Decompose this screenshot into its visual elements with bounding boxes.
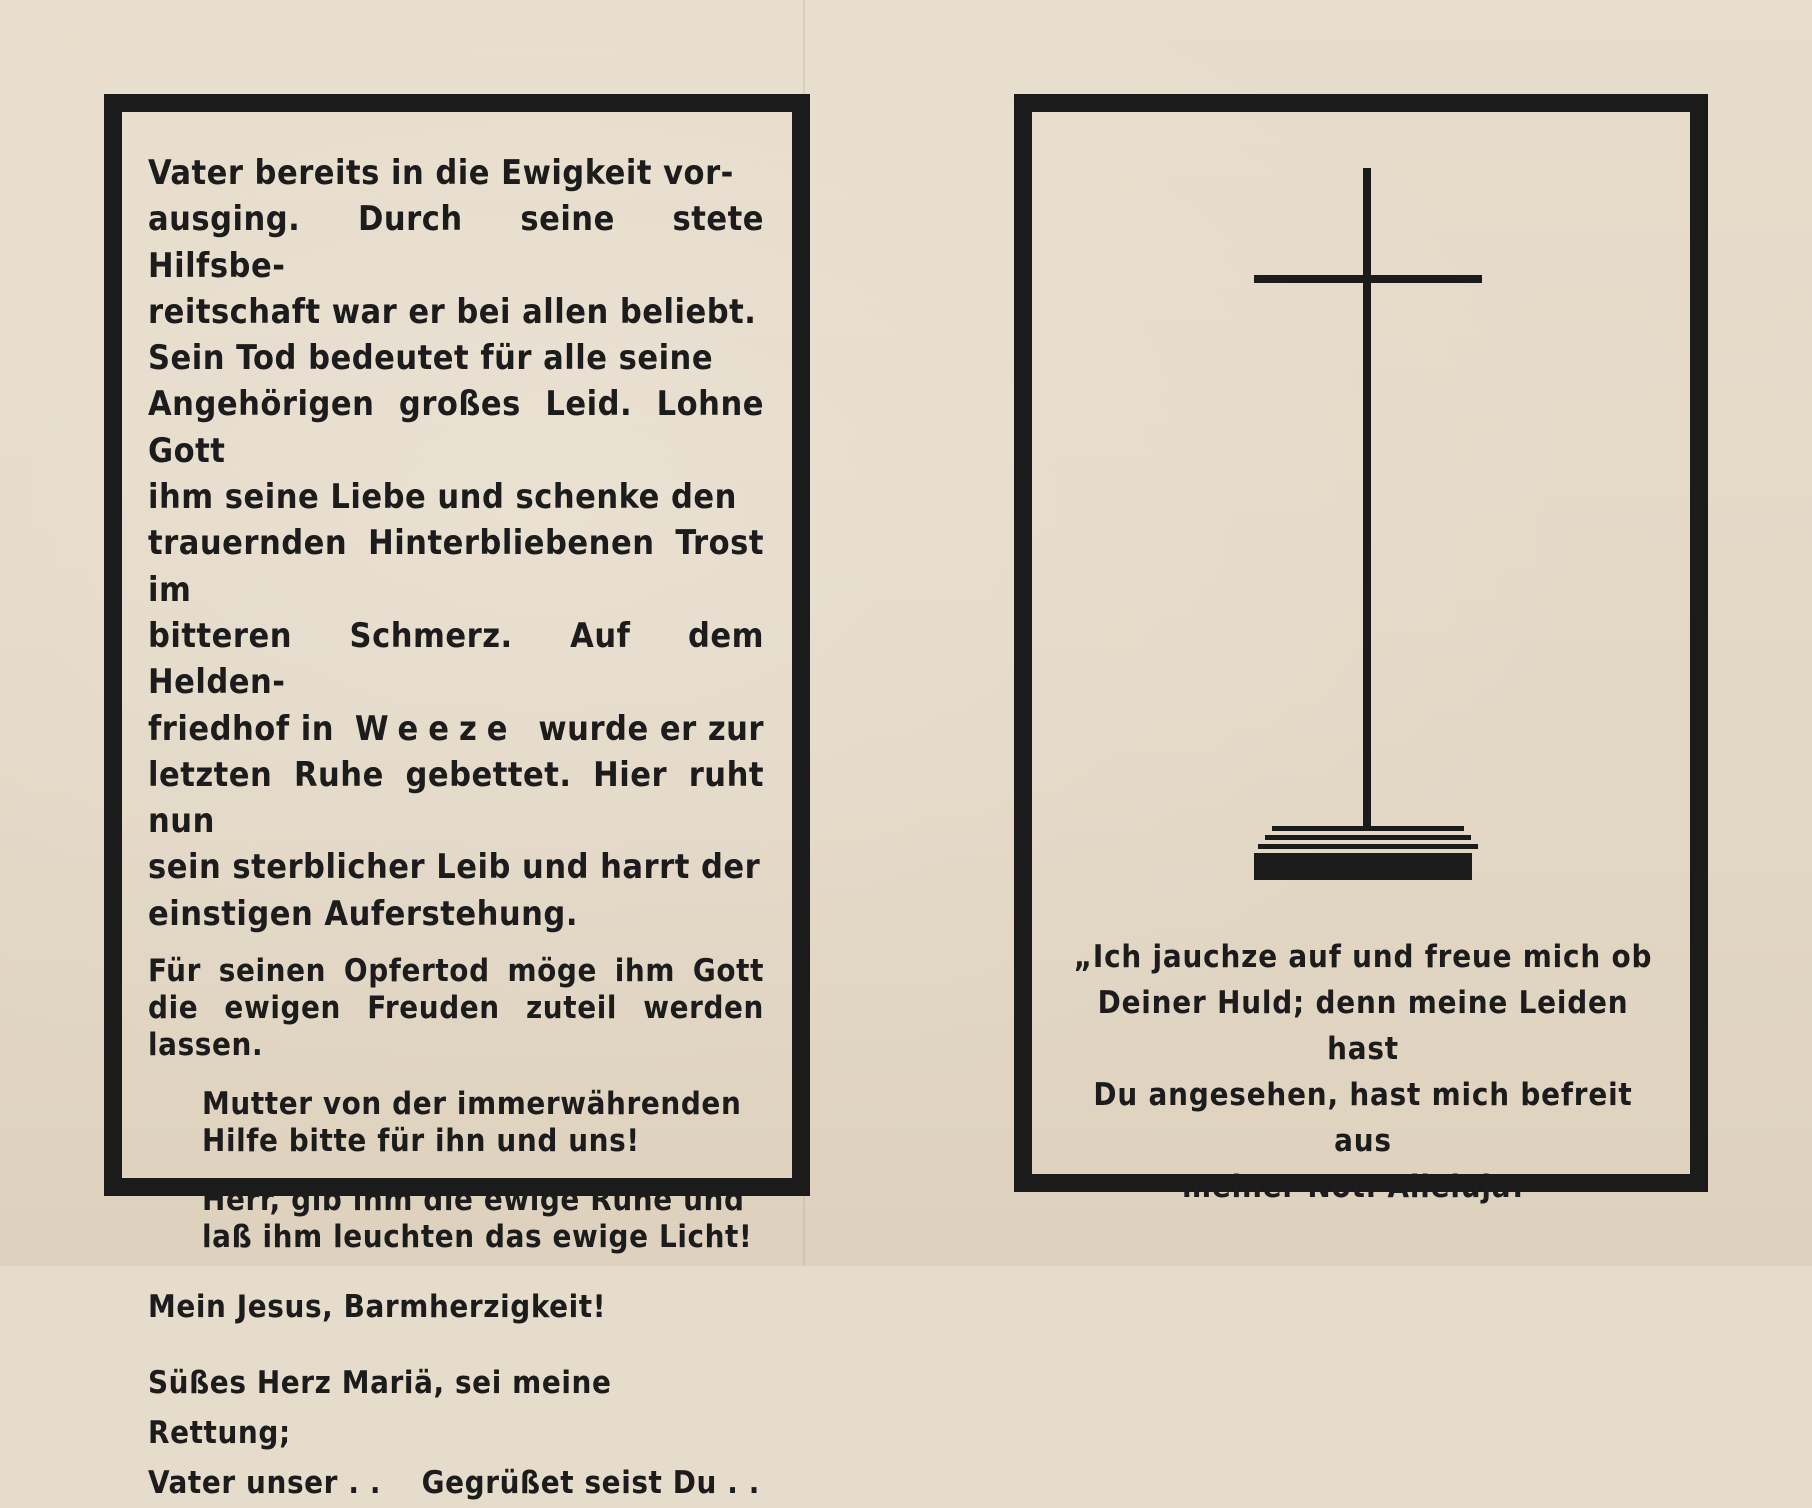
jesus-invocation: Mein Jesus, Barmherzigkeit! <box>148 1289 607 1326</box>
scripture-quote <box>1066 934 1660 1210</box>
obituary-line: ihm seine Liebe und schenke den <box>148 477 737 518</box>
obituary-line: ausging. Durch seine stete Hilfsbe- <box>148 199 764 286</box>
obituary-line: trauernden Hinterbliebenen Trost im <box>148 523 764 610</box>
friedhof-suffix: wurde er zur <box>538 708 764 749</box>
obituary-line: einstigen Auferstehung. <box>148 893 578 934</box>
obituary-text <box>148 150 764 937</box>
herz-invocation: Süßes Herz Mariä, sei meine Rettung; <box>148 1365 612 1452</box>
mutter-prayer: Mutter von der immerwährenden Hilfe bitte für ihn und uns! <box>202 1086 742 1160</box>
obituary-line: Angehörigen großes Leid. Lohne Gott <box>148 384 764 471</box>
obituary-line: sein sterblicher Leib und harrt der <box>148 847 761 888</box>
quote-line: Du angesehen, hast mich befreit aus <box>1093 1077 1633 1159</box>
herr-prayer: Herr, gib ihm die ewige Ruhe und laß ihm leuchten das ewige Licht! <box>202 1182 753 1256</box>
quote-line: meiner Not. Alleluja!“ <box>1182 1169 1544 1205</box>
cross-icon <box>1250 168 1486 888</box>
obituary-line: Sein Tod bedeutet für alle seine <box>148 338 714 379</box>
gegruesset: Gegrüßet seist Du . . <box>421 1465 760 1502</box>
obituary-line: reitschaft war er bei allen beliebt. <box>148 291 757 332</box>
place-name: Weeze <box>354 708 518 749</box>
quote-line: „Ich jauchze auf und freue mich ob <box>1073 939 1653 975</box>
opfertod-prayer: Für seinen Opfertod möge ihm Gott die ewigen Freuden zuteil werden lassen. <box>148 953 764 1064</box>
quote-line: Deiner Huld; denn meine Leiden hast <box>1097 985 1629 1067</box>
obituary-line-place <box>148 706 764 752</box>
vater-unser: Vater unser . . <box>148 1465 382 1502</box>
obituary-line: Vater bereits in die Ewigkeit vor- <box>148 153 734 193</box>
obituary-line: letzten Ruhe gebettet. Hier ruht nun <box>148 754 764 842</box>
obituary-line: bitteren Schmerz. Auf dem Helden- <box>148 615 764 703</box>
left-panel-text <box>148 150 764 1508</box>
closing-prayers <box>148 1458 764 1508</box>
friedhof-prefix: friedhof in <box>148 708 335 749</box>
